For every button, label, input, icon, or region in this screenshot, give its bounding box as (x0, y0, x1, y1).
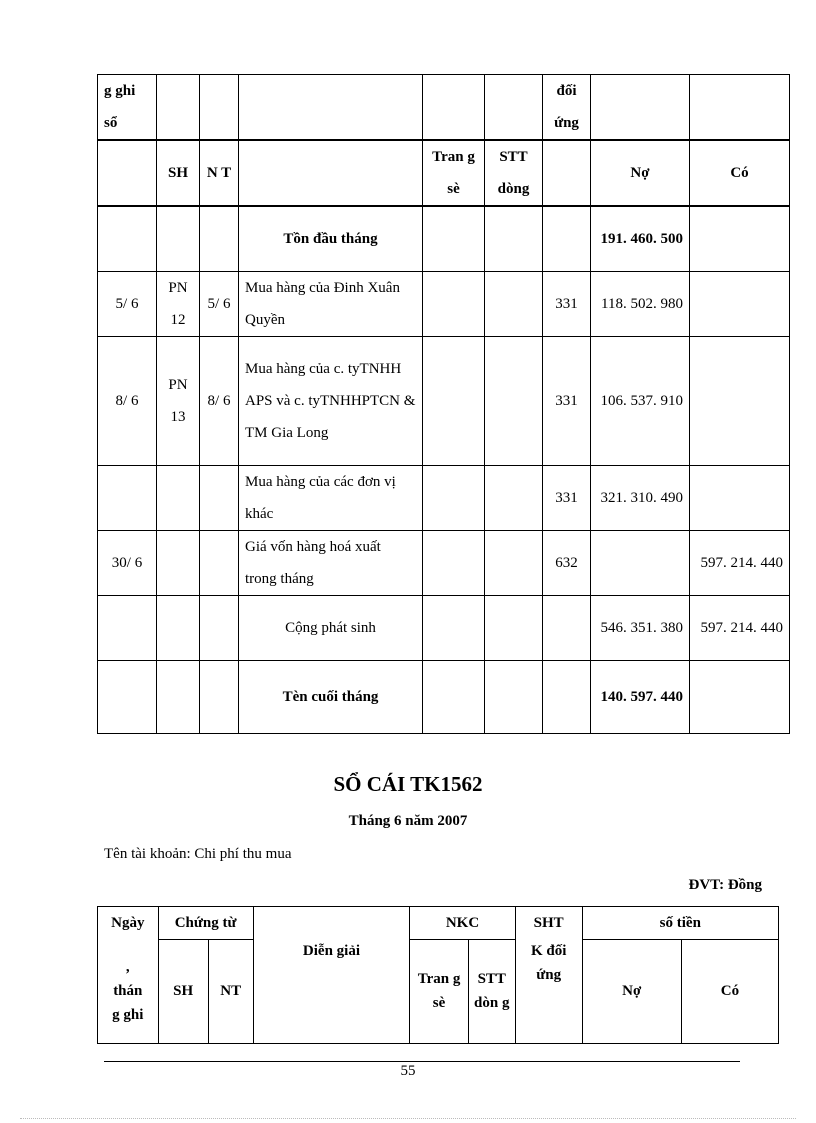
cell-debit (591, 531, 690, 596)
col-credit-header: Có (690, 140, 790, 206)
cell-credit: 597. 214. 440 (690, 596, 790, 661)
cell-date: 30/ 6 (98, 531, 157, 596)
cell-credit (690, 272, 790, 337)
table-row (98, 206, 790, 272)
cell-sh (157, 531, 200, 596)
ledger-table-tk1562 (97, 906, 779, 1044)
cell-credit (690, 466, 790, 531)
header-row-1 (98, 907, 779, 940)
table-row (98, 596, 790, 661)
cell-nt: 8/ 6 (200, 337, 239, 466)
cell-page (423, 661, 485, 734)
footer-divider (104, 1061, 740, 1062)
cell-line (485, 272, 543, 337)
col-desc-spacer (253, 907, 410, 940)
cell-credit: 597. 214. 440 (690, 531, 790, 596)
col-date-header-2: , thán g ghi (98, 939, 159, 1044)
cell-date: 5/ 6 (98, 272, 157, 337)
cell-page (423, 337, 485, 466)
cell-date (98, 466, 157, 531)
ledger-title: SỔ CÁI TK1562 (333, 772, 483, 796)
cell-page (423, 206, 485, 272)
col-page-header: Tran g sè (423, 140, 485, 206)
col-debit-header-2: Nợ (582, 939, 681, 1044)
cell-account (543, 206, 591, 272)
cell-line (485, 661, 543, 734)
col-date-header-cont: Ngày (98, 907, 159, 940)
cell-line (485, 337, 543, 466)
col-sh-header: SH (157, 140, 200, 206)
cell-desc: Mua hàng của c. tyTNHH APS và c. tyTNHHPTCN & TM Gia Long (239, 337, 423, 466)
cell-desc: Tèn cuối tháng (239, 661, 423, 734)
col-nt-header: N T (200, 140, 239, 206)
cell-nt (200, 206, 239, 272)
cell-nt: 5/ 6 (200, 272, 239, 337)
cell-account: 632 (543, 531, 591, 596)
cell-desc: Mua hàng của các đơn vị khác (239, 466, 423, 531)
cell-desc: Tồn đầu tháng (239, 206, 423, 272)
cell-sh (157, 596, 200, 661)
cell-date (98, 206, 157, 272)
cell-sh: PN 13 (157, 337, 200, 466)
col-desc-header-2: Diễn giải (253, 939, 410, 1044)
col-credit-header-2: Có (681, 939, 778, 1044)
ledger-subtitle: Tháng 6 năm 2007 (348, 813, 468, 829)
cell-credit (690, 337, 790, 466)
page-edge-dotted-line (20, 1118, 796, 1119)
cell-sh (157, 466, 200, 531)
cell-debit: 191. 460. 500 (591, 206, 690, 272)
cell-date: 8/ 6 (98, 337, 157, 466)
cell-debit: 106. 537. 910 (591, 337, 690, 466)
col-account-header: đối ứng (543, 75, 591, 141)
cell-nt (200, 661, 239, 734)
cell-account: 331 (543, 272, 591, 337)
currency-unit: ĐVT: Đồng (688, 877, 762, 893)
cell-date (98, 596, 157, 661)
cell-desc: Mua hàng của Đinh Xuân Quyền (239, 272, 423, 337)
col-voucher-header: Chứng từ (158, 907, 253, 940)
cell-date (98, 661, 157, 734)
cell-line (485, 596, 543, 661)
col-page-header-2: Tran g sè (410, 939, 468, 1044)
cell-account: 331 (543, 337, 591, 466)
col-line-header: STT dòng (485, 140, 543, 206)
cell-desc: Giá vốn hàng hoá xuất trong tháng (239, 531, 423, 596)
cell-page (423, 531, 485, 596)
col-nt-header-2: NT (208, 939, 253, 1044)
cell-line (485, 206, 543, 272)
header-row-2 (98, 939, 779, 1044)
col-nkc-header: NKC (410, 907, 515, 940)
col-line-header-2: STT dòn g (468, 939, 515, 1044)
table-row (98, 531, 790, 596)
table-row (98, 466, 790, 531)
cell-credit (690, 206, 790, 272)
col-date-header: g ghi sổ (98, 75, 157, 141)
cell-debit: 140. 597. 440 (591, 661, 690, 734)
cell-sh: PN 12 (157, 272, 200, 337)
cell-nt (200, 596, 239, 661)
cell-account (543, 596, 591, 661)
header-row-sub (98, 140, 790, 206)
col-amount-header: số tiền (582, 907, 778, 940)
col-debit-header: Nợ (591, 140, 690, 206)
cell-credit (690, 661, 790, 734)
cell-debit: 118. 502. 980 (591, 272, 690, 337)
cell-desc: Cộng phát sinh (239, 596, 423, 661)
page-number: 55 (400, 1063, 416, 1079)
cell-account (543, 661, 591, 734)
ledger-table-continued (97, 74, 790, 734)
col-sh-header-2: SH (158, 939, 208, 1044)
table-row (98, 272, 790, 337)
cell-sh (157, 661, 200, 734)
cell-page (423, 466, 485, 531)
cell-nt (200, 531, 239, 596)
account-name: Tên tài khoản: Chi phí thu mua (104, 846, 292, 862)
ledger-body (98, 206, 790, 734)
cell-nt (200, 466, 239, 531)
cell-account: 331 (543, 466, 591, 531)
cell-line (485, 466, 543, 531)
cell-debit: 546. 351. 380 (591, 596, 690, 661)
col-account-header-2: K đối ứng (515, 939, 582, 1044)
cell-debit: 321. 310. 490 (591, 466, 690, 531)
col-account-spacer: SHT (515, 907, 582, 940)
table-row (98, 661, 790, 734)
table-row (98, 337, 790, 466)
cell-page (423, 272, 485, 337)
header-row-continued (98, 75, 790, 141)
cell-line (485, 531, 543, 596)
cell-page (423, 596, 485, 661)
cell-sh (157, 206, 200, 272)
